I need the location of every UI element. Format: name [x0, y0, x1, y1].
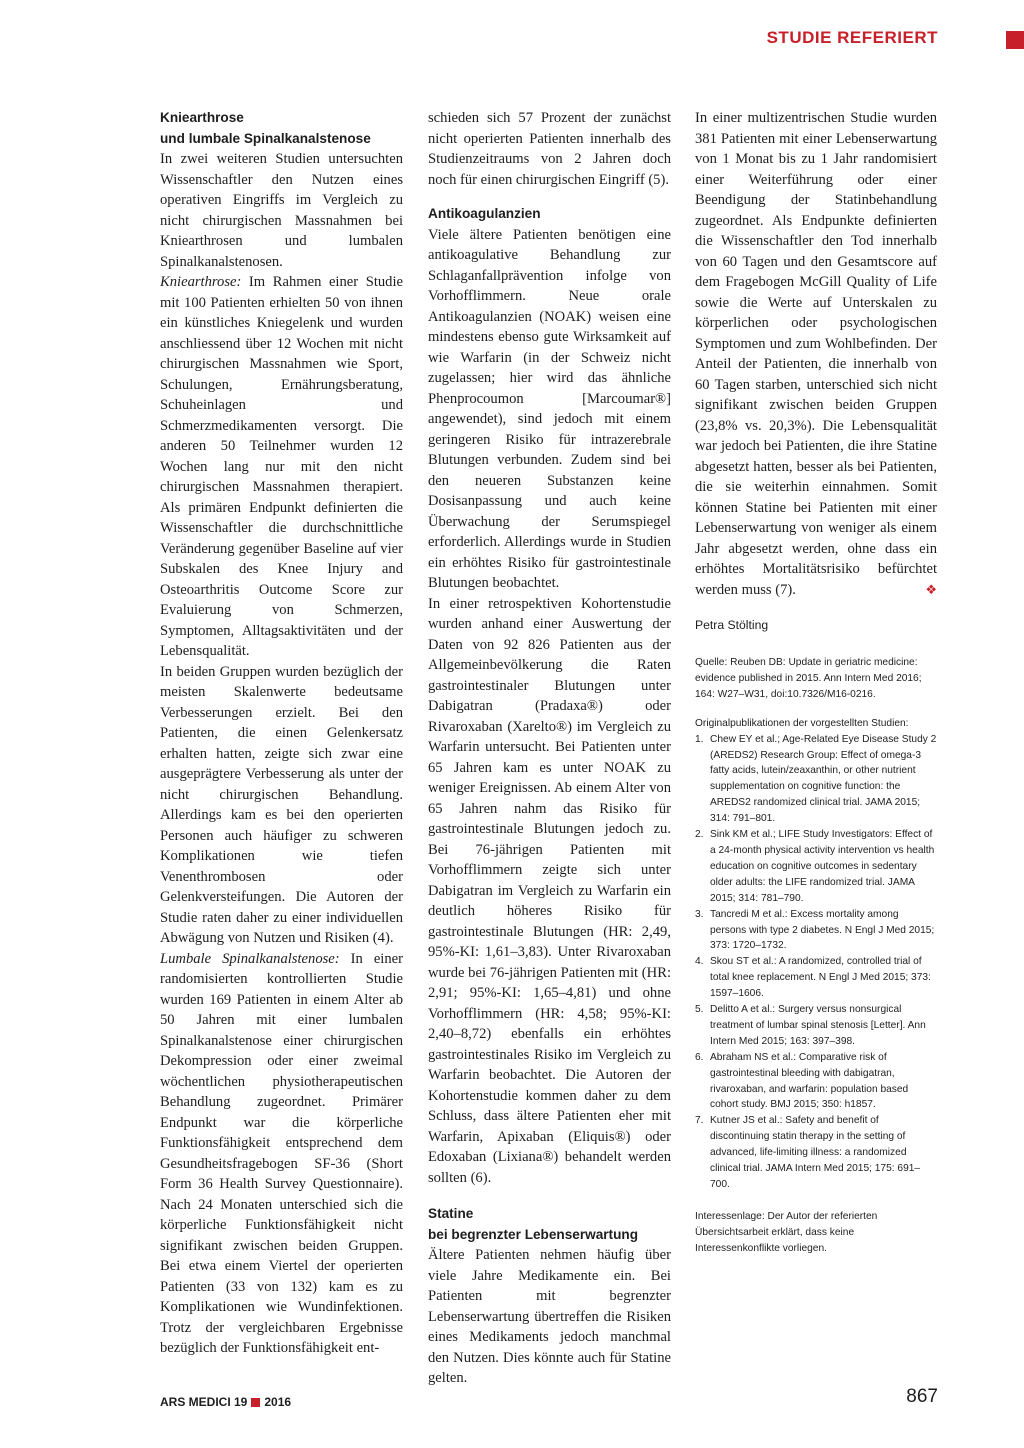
- paragraph-body: In einer multizentrischen Studie wurden 381 Patienten mit einer Lebenserwartung von 1 Monat bis zu 1 Jahr randomisiert einer Weiterführung oder einer Beendigung der Statinbehandlung zugeordnet. Als Endpunkte definierten die Wissenschaftler den Tod innerhalb von 60 Tagen und den Gesamtscore auf dem Fragebogen McGill Quality of Life sowie die Werte auf Unterskalen zu körperlichen oder psychologischen Symptomen und zum Wohlbefinden. Der Anteil der Patienten, die innerhalb von 60 Tagen starben, unterschied sich nicht signifikant zwischen beiden Gruppen (23,8% vs. 20,3%). Die Lebensqualität war jedoch bei Patienten, die ihre Statine abgesetzt hatten, besser als bei Patienten, die sie weiterhin einnahmen. Somit können Statine bei Patienten mit einer Lebenserwartung von weniger als einem Jahr abgesetzt werden, ohne dass ein erhöhtes Mortalitätsrisiko befürchtet werden muss (7).: [695, 110, 937, 598]
- reference-number: 5.: [695, 1004, 704, 1016]
- reference-item: [695, 1002, 937, 1050]
- reference-text: Abraham NS et al.: Comparative risk of gastrointestinal bleeding with dabigatran, rivaroxaban, and warfarin: population based cohort study. BMJ 2015; 350: h1857.: [710, 1051, 909, 1111]
- paragraph: In einer retrospektiven Kohortenstudie wurden anhand einer Auswertung der Daten von 92 826 Patienten aus der Allgemeinbevölkerung die Raten gastrointestinaler Blutungen unter Dabigatran (Pradaxa®) oder Rivaroxaban (Xarelto®) im Vergleich zu Warfarin untersucht. Bei Patienten unter 65 Jahren kam es unter NOAK zu weniger Ereignissen. Ab einem Alter von 65 Jahren nahm das Risiko für gastrointestinale Blutungen jedoch zu. Bei 76-jährigen Patienten mit Vorhofflimmern zeigte sich unter Dabigatran im Vergleich zu Warfarin ein deutlich höheres Risiko für gastrointestinale Blutungen (HR: 2,49, 95%-KI: 1,61–3,83). Unter Rivaroxaban wurde bei 76-jährigen Patienten mit (HR: 2,91; 95%-KI: 1,65–4,81) und ohne Vorhofflimmern (HR: 4,58; 95%-KI: 2,40–8,72) ebenfalls ein erhöhtes gastrointestinales Risiko im Vergleich zu Warfarin beobachtet. Die Autoren der Kohortenstudie kommen daher zu dem Schluss, dass ältere Patienten eher mit Warfarin, Apixaban (Eliquis®) oder Edoxaban (Lixiana®) behandelt werden sollten (6).: [428, 595, 671, 1186]
- section-marker: [1006, 31, 1024, 49]
- author-name: Petra Stölting: [695, 618, 769, 632]
- reference-number: 4.: [695, 956, 704, 968]
- footer-square-icon: [251, 1398, 260, 1407]
- reference-number: 7.: [695, 1115, 704, 1127]
- reference-number: 3.: [695, 908, 704, 920]
- references-title: Originalpublikationen der vorgestellten Studien:: [695, 717, 909, 729]
- paragraph-body: In einer randomisierten kontrollierten Studie wurden 169 Patienten in einem Alter ab 50 Jahren mit einer lumbalen Spinalkanalstenose einer chirurgischen Dekompression oder einer zweimal wöchentlichen physiotherapeutischen Behandlung zugeordnet. Primärer Endpunkt war die körperliche Funktionsfähigkeit entsprechend dem Gesundheitsfragebogen SF-36 (Short Form 36 Health Survey Questionnaire). Nach 24 Monaten unterschied sich die körperliche Funktionsfähigkeit nicht signifikant zwischen beiden Gruppen. Bei etwa einem Viertel der operierten Patienten (33 von 132) kam es zu Komplikationen wie Wundinfektionen. Trotz der vergleichbaren Ergebnisse bezüglich der Funktionsfähigkeit ent-: [160, 950, 403, 1356]
- journal-year: 2016: [264, 1395, 292, 1409]
- reference-text: Sink KM et al.; LIFE Study Investigators: Effect of a 24-month physical activity intervention vs health education on cognitive outcomes in sedentary older adults: the LIFE randomized trial. JAMA 2015; 314: 781–790.: [710, 829, 935, 904]
- reference-text: Tancredi M et al.: Excess mortality among persons with type 2 diabetes. N Engl J Med 2015; 373: 1720–1732.: [710, 908, 935, 952]
- heading-kniearthrose: [160, 108, 403, 149]
- paragraph: In zwei weiteren Studien untersuchten Wissenschaftler den Nutzen eines operativen Eingriffs im Vergleich zu nicht chirurgischen Massnahmen bei Kniearthrosen und lumbalen Spinalkanalstenosen.: [160, 151, 403, 270]
- reference-item: [695, 732, 937, 827]
- reference-text: Delitto A et al.: Surgery versus nonsurgical treatment of lumbar spinal stenosis [Letter]. Ann Intern Med 2015; 163: 397–398.: [710, 1004, 926, 1047]
- column-2: [428, 108, 671, 1389]
- column-3: [695, 108, 937, 1257]
- references-list: [695, 732, 937, 1193]
- heading-antikoagulanzien: Antikoagulanzien: [428, 206, 541, 221]
- paragraph: Viele ältere Patienten benötigen eine antikoagulative Behandlung zur Schlaganfallprävention infolge von Vorhofflimmern. Neue orale Antikoagulanzien (NOAK) weisen eine mindestens ebenso gute Wirksamkeit auf wie Warfarin (in der Schweiz nicht zugelassen; hier wird das ähnliche Phenprocoumon [Marcoumar®] angewendet), sind jedoch mit einem geringeren Risiko für intrazerebrale Blutungen verbunden. Zudem sind bei den neueren Substanzen keine Dosisanpassung und auch keine Überwachung der Serumspiegel erforderlich. Allerdings wurde in Studien ein erhöhtes Risiko für gastrointestinale Blutungen beobachtet.: [428, 226, 671, 591]
- paragraph: [160, 949, 403, 1359]
- heading-line-1: Kniearthrose: [160, 110, 244, 125]
- paragraph-body: Im Rahmen einer Studie mit 100 Patienten erhielten 50 von ihnen ein künstliches Kniegelenk und wurden anschliessend über 12 Wochen mit nicht chirurgischen Massnahmen wie Sport, Schulungen, Ernährungsberatung, Schuheinlagen und Schmerzmedikamenten versorgt. Die anderen 50 Teilnehmer wurden 12 Wochen lang nur mit den nicht chirurgischen Massnahmen therapiert. Als primären Endpunkt definierten die Wissenschaftler die durchschnittliche Veränderung gegenüber Baseline auf vier Subskalen des Knee Injury and Osteoarthritis Outcome Score zur Evaluierung von Schmerzen, Symptomen, Alltagsaktivitäten und der Lebensqualität.: [160, 274, 403, 659]
- end-mark-icon: ❖: [925, 581, 937, 597]
- paragraph: [695, 108, 937, 600]
- heading-line-1: Statine: [428, 1206, 474, 1221]
- page-number: 867: [906, 1386, 938, 1407]
- reference-text: Chew EY et al.; Age-Related Eye Disease Study 2 (AREDS2) Research Group: Effect of omega-3 fatty acids, lutein/zeaxanthin, or other nutrient supplementation on cognitive function: the AREDS2 randomized clinical trial. JAMA 2015; 314: 791–801.: [710, 733, 937, 825]
- paragraph: Ältere Patienten nehmen häufig über viele Jahre Medikamente ein. Bei Patienten mit begrenzter Lebenserwartung übertreffen die Risiken eines Medikaments jedoch manchmal den Nutzen. Dies könnte auch für Statine gelten.: [428, 1247, 671, 1386]
- reference-item: [695, 954, 937, 1002]
- reference-number: 6.: [695, 1051, 704, 1063]
- reference-number: 1.: [695, 733, 704, 745]
- reference-item: [695, 827, 937, 907]
- reference-text: Kutner JS et al.: Safety and benefit of discontinuing statin therapy in the setting of advanced, life-limiting illness: a randomized clinical trial. JAMA Intern Med 2015; 175: 691–700.: [710, 1115, 921, 1190]
- heading-line-2: bei begrenzter Lebenserwartung: [428, 1226, 638, 1242]
- paragraph-lead: Kniearthrose:: [160, 274, 242, 290]
- footer-journal: [160, 1395, 291, 1409]
- heading-line-2: und lumbale Spinalkanalstenose: [160, 130, 371, 146]
- heading-statine: [428, 1204, 671, 1245]
- paragraph: In beiden Gruppen wurden bezüglich der meisten Skalenwerte bedeutsame Verbesserungen erzielt. Bei den Patienten, die einen Gelenkersatz erhalten hatten, zeigte sich zwar eine ausgeprägtere Verbesserung als unter der nicht chirurgischen Behandlung. Allerdings kam es bei den operierten Personen auch häufiger zu schweren Komplikationen wie tiefen Venenthrombosen oder Gelenkversteifungen. Die Autoren der Studie raten daher zu einer individuellen Abwägung von Nutzen und Risiken (4).: [160, 663, 403, 946]
- reference-item: [695, 1113, 937, 1193]
- column-1: [160, 108, 403, 1359]
- source-citation: Quelle: Reuben DB: Update in geriatric medicine: evidence published in 2015. Ann Intern Med 2016; 164: W27–W31, doi:10.7326/M16-0216.: [695, 657, 922, 700]
- reference-item: [695, 907, 937, 955]
- section-label: STUDIE REFERIERT: [766, 28, 938, 47]
- paragraph: [160, 272, 403, 662]
- journal-name: ARS MEDICI 19: [160, 1395, 248, 1409]
- reference-text: Skou ST et al.: A randomized, controlled trial of total knee replacement. N Engl J Med 2015; 373: 1597–1606.: [710, 956, 931, 1000]
- paragraph: schieden sich 57 Prozent der zunächst nicht operierten Patienten innerhalb des Studienzeitraums von 2 Jahren doch noch für einen chirurgischen Eingriff (5).: [428, 110, 671, 188]
- reference-item: [695, 1050, 937, 1114]
- conflict-of-interest: Interessenlage: Der Autor der referierten Übersichtsarbeit erklärt, dass keine Interessenkonflikte vorliegen.: [695, 1210, 878, 1254]
- reference-number: 2.: [695, 829, 704, 841]
- paragraph-lead: Lumbale Spinalkanalstenose:: [160, 950, 340, 967]
